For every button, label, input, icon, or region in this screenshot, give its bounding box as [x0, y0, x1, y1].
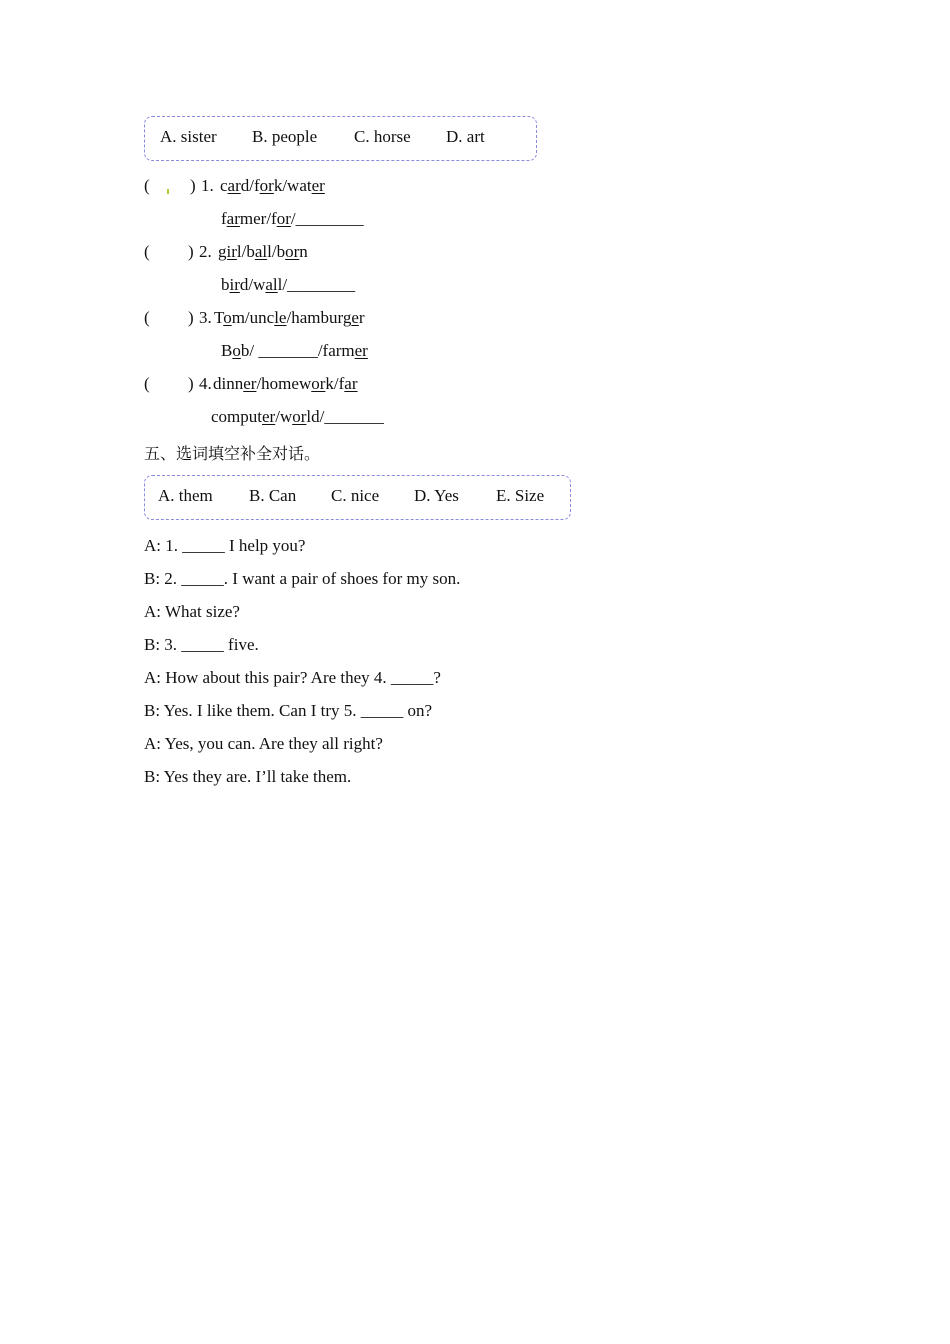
word-text: b — [221, 275, 230, 294]
underlined-letters: o — [223, 308, 232, 327]
q4-bracket-close: ) — [188, 374, 194, 393]
word-text: k/wat — [273, 176, 312, 195]
section-5-title: 五、选词填空补全对话。 — [144, 444, 321, 463]
word-text: ld/_______ — [306, 407, 384, 426]
q4-number: 4. — [199, 374, 212, 393]
word-text: T — [214, 308, 224, 327]
underlined-letters: o — [232, 341, 241, 360]
q1-bracket-open: ( — [144, 176, 150, 195]
option-b: B. Can — [249, 486, 297, 505]
q3-row1 — [214, 308, 365, 328]
option-c: C. horse — [354, 127, 411, 146]
dialogue-line-7: A: Yes, you can. Are they all right? — [144, 734, 383, 753]
word-box-1 — [144, 116, 537, 161]
dialogue-line-2: B: 2. _____. I want a pair of shoes for my son. — [144, 569, 461, 588]
q2-bracket-close: ) — [188, 242, 194, 261]
q1-bracket-close: ) — [190, 176, 196, 195]
word-text: l/________ — [277, 275, 356, 294]
word-text: l/b — [236, 242, 255, 261]
q4-row1 — [213, 374, 358, 394]
q4-bracket-open: ( — [144, 374, 150, 393]
word-text: /w — [275, 407, 293, 426]
q3-bracket-open: ( — [144, 308, 150, 327]
word-text: c — [220, 176, 228, 195]
q1-row1 — [220, 176, 325, 196]
dialogue-line-3: A: What size? — [144, 602, 240, 621]
word-text: f — [221, 209, 227, 228]
underlined-letters: or — [292, 407, 307, 426]
dialogue-line-8: B: Yes they are. I’ll take them. — [144, 767, 352, 786]
q1-number: 1. — [201, 176, 214, 195]
underlined-letters: e — [351, 308, 359, 327]
word-text: /________ — [290, 209, 364, 228]
word-text: r — [358, 308, 365, 327]
underlined-letters: al — [265, 275, 278, 294]
option-c: C. nice — [331, 486, 380, 505]
dialogue-line-6: B: Yes. I like them. Can I try 5. _____ on? — [144, 701, 433, 720]
word-text: d/f — [240, 176, 260, 195]
q1-row2 — [221, 209, 364, 229]
word-box-2 — [144, 475, 571, 520]
word-text: comput — [211, 407, 262, 426]
underlined-letters: al — [254, 242, 268, 261]
word-text: mer/f — [239, 209, 277, 228]
dialogue-line-5: A: How about this pair? Are they 4. _____? — [144, 668, 441, 687]
underlined-letters: er — [354, 341, 368, 360]
word-text: d/w — [239, 275, 266, 294]
q1-answer-mark — [163, 176, 173, 196]
underlined-letters: or — [311, 374, 326, 393]
q4-row2 — [211, 407, 384, 427]
underlined-letters: er — [311, 176, 325, 195]
word-text: l/b — [267, 242, 286, 261]
word-text: m/unc — [231, 308, 275, 327]
q2-number: 2. — [199, 242, 212, 261]
underlined-letters: or — [276, 209, 291, 228]
option-d: D. Yes — [414, 486, 459, 505]
underlined-letters: er — [243, 374, 257, 393]
option-a: A. sister — [160, 127, 217, 146]
word-text: B — [221, 341, 233, 360]
underlined-letters: er — [262, 407, 276, 426]
dialogue-line-4: B: 3. _____ five. — [144, 635, 259, 654]
word-text: dinn — [213, 374, 244, 393]
underlined-letters: ir — [229, 275, 240, 294]
q2-row1 — [218, 242, 308, 262]
q2-bracket-open: ( — [144, 242, 150, 261]
underlined-letters: or — [259, 176, 274, 195]
q3-number: 3. — [199, 308, 212, 327]
underlined-letters: gir — [218, 242, 237, 261]
q2-row2 — [221, 275, 355, 295]
option-e: E. Size — [496, 486, 545, 505]
underlined-letters: ar — [227, 176, 241, 195]
underlined-letters: or — [285, 242, 300, 261]
underlined-letters: le — [274, 308, 287, 327]
word-text: /homew — [256, 374, 312, 393]
word-text: b/ _______/farm — [240, 341, 355, 360]
underlined-letters: ar — [226, 209, 240, 228]
word-text: n — [299, 242, 308, 261]
underlined-letters: ar — [344, 374, 358, 393]
q3-row2 — [221, 341, 368, 361]
dialogue-line-1: A: 1. _____ I help you? — [144, 536, 306, 555]
word-text: /hamburg — [286, 308, 352, 327]
word-text: k/f — [325, 374, 345, 393]
q3-bracket-close: ) — [188, 308, 194, 327]
option-d: D. art — [446, 127, 485, 146]
option-a: A. them — [158, 486, 213, 505]
option-b: B. people — [252, 127, 318, 146]
